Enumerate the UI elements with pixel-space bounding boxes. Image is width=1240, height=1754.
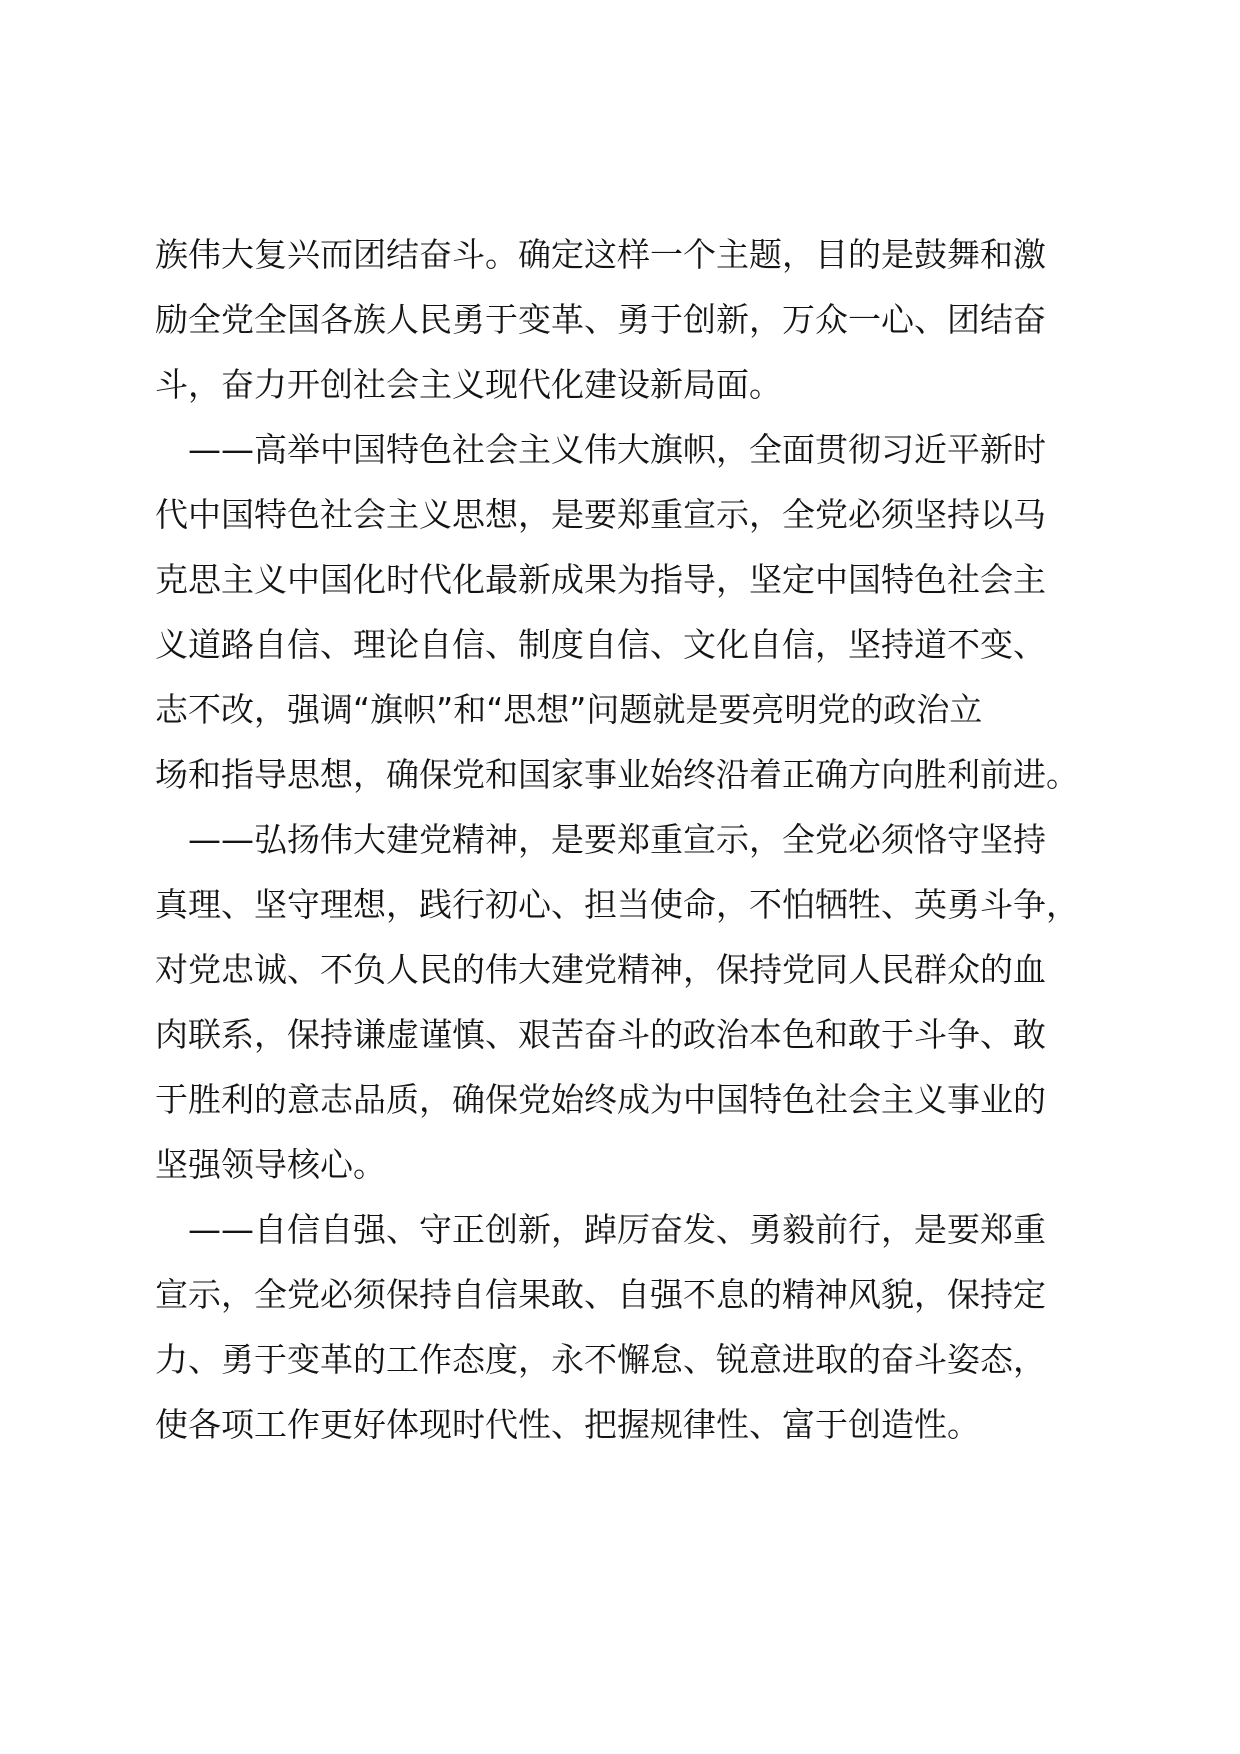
text-line: ——弘扬伟大建党精神，是要郑重宣示，全党必须恪守坚持: [155, 820, 1046, 859]
text-line: 宣示，全党必须保持自信果敢、自强不息的精神风貌，保持定: [155, 1275, 1046, 1314]
text-line: 真理、坚守理想，践行初心、担当使命，不怕牺牲、英勇斗争，: [155, 885, 1079, 924]
text-line: 义道路自信、理论自信、制度自信、文化自信，坚持道不变、: [155, 625, 1046, 664]
text-line: 使各项工作更好体现时代性、把握规律性、富于创造性。: [155, 1405, 980, 1444]
text-line: 场和指导思想，确保党和国家事业始终沿着正确方向胜利前进。: [155, 755, 1079, 794]
text-line: ——高举中国特色社会主义伟大旗帜，全面贯彻习近平新时: [155, 430, 1046, 469]
text-line: 力、勇于变革的工作态度，永不懈怠、锐意进取的奋斗姿态，: [155, 1340, 1046, 1379]
text-line: 代中国特色社会主义思想，是要郑重宣示，全党必须坚持以马: [155, 495, 1046, 534]
text-line: 对党忠诚、不负人民的伟大建党精神，保持党同人民群众的血: [155, 950, 1046, 989]
text-line: 坚强领导核心。: [155, 1145, 386, 1184]
text-line: 族伟大复兴而团结奋斗。确定这样一个主题，目的是鼓舞和激: [155, 235, 1046, 274]
text-line: ——自信自强、守正创新，踔厉奋发、勇毅前行，是要郑重: [155, 1210, 1046, 1249]
text-line: 斗，奋力开创社会主义现代化建设新局面。: [155, 365, 782, 404]
document-body: [155, 222, 1095, 1457]
text-line: 励全党全国各族人民勇于变革、勇于创新，万众一心、团结奋: [155, 300, 1046, 339]
text-line: 肉联系，保持谦虚谨慎、艰苦奋斗的政治本色和敢于斗争、敢: [155, 1015, 1046, 1054]
text-line: 克思主义中国化时代化最新成果为指导，坚定中国特色社会主: [155, 560, 1046, 599]
text-line: 于胜利的意志品质，确保党始终成为中国特色社会主义事业的: [155, 1080, 1046, 1119]
text-line: 志不改，强调“旗帜”和“思想”问题就是要亮明党的政治立: [155, 690, 983, 729]
